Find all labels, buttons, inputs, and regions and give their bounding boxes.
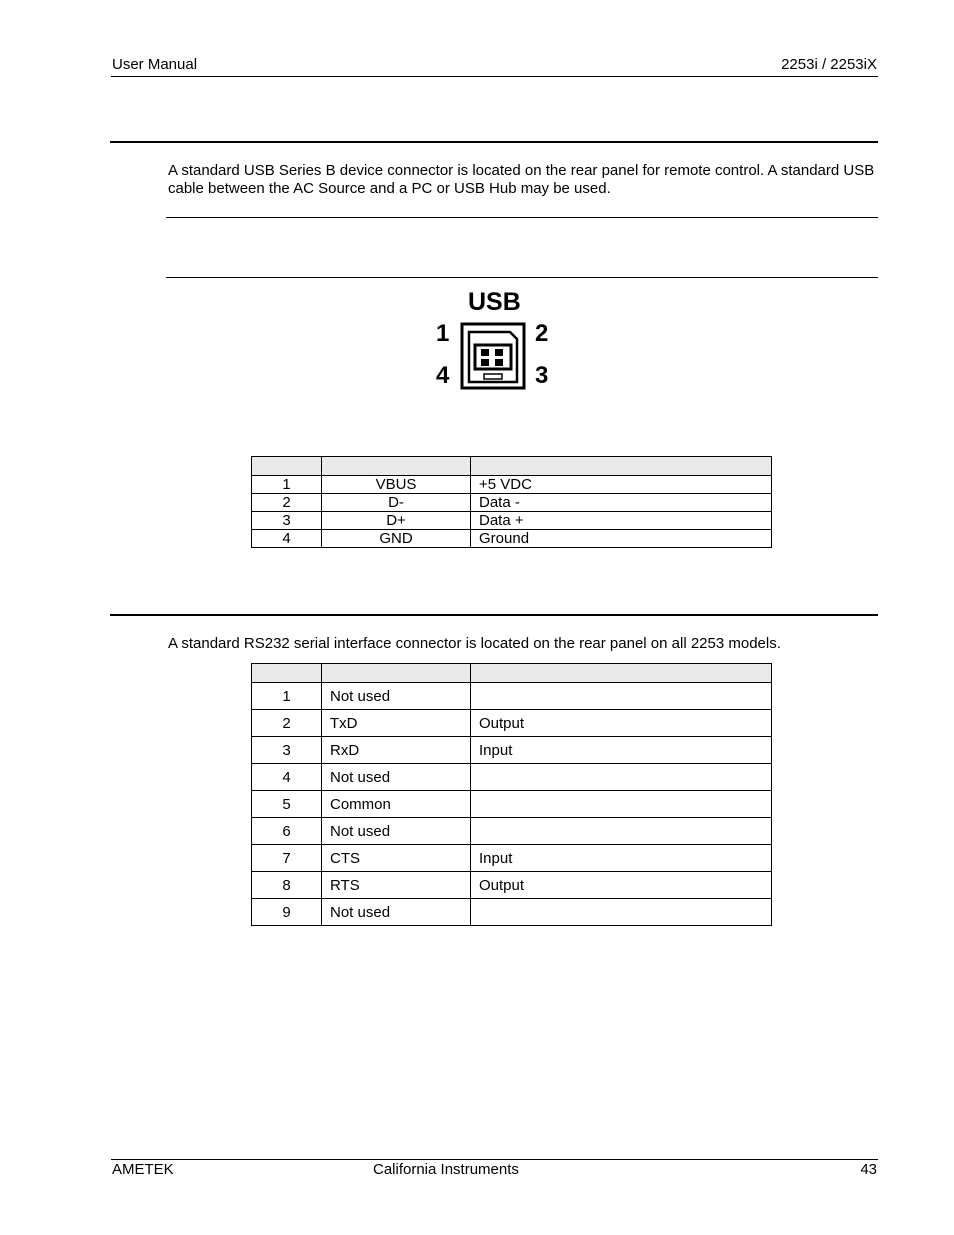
pin-number-cell: 1 <box>252 476 322 494</box>
pin-number-cell: 4 <box>252 530 322 548</box>
pin-number-cell: 3 <box>252 737 322 764</box>
pin-number-cell: 7 <box>252 845 322 872</box>
pin-number-cell: 6 <box>252 818 322 845</box>
signal-name-cell: Not used <box>322 764 471 791</box>
signal-direction-cell: Input <box>471 845 772 872</box>
pin-number-cell: 3 <box>252 512 322 530</box>
footer-company: AMETEK <box>112 1161 174 1178</box>
signal-name-cell: Not used <box>322 899 471 926</box>
pin-number-cell: 4 <box>252 764 322 791</box>
signal-direction-cell <box>471 899 772 926</box>
signal-direction-cell <box>471 683 772 710</box>
usb-caption-rule-top <box>166 217 878 218</box>
signal-direction-cell: Output <box>471 710 772 737</box>
table-row <box>252 764 772 791</box>
rs232-section-rule <box>110 614 878 616</box>
signal-description-cell: +5 VDC <box>471 476 772 494</box>
table-row <box>252 476 772 494</box>
signal-name-cell: D- <box>322 494 471 512</box>
table-header-cell <box>322 664 471 683</box>
footer-rule <box>111 1159 878 1160</box>
header-rule <box>111 76 878 77</box>
signal-direction-cell: Output <box>471 872 772 899</box>
table-row <box>252 494 772 512</box>
rs232-paragraph: A standard RS232 serial interface connector is located on the rear panel on all 2253 models. <box>168 635 781 652</box>
footer-division: California Instruments <box>373 1161 519 1178</box>
signal-description-cell: Data - <box>471 494 772 512</box>
table-row <box>252 791 772 818</box>
signal-name-cell: D+ <box>322 512 471 530</box>
usb-paragraph: A standard USB Series B device connector is located on the rear panel for remote control. A standard USB cable between the AC Source and a PC or USB Hub may be used. <box>168 162 875 197</box>
pin-number-cell: 2 <box>252 710 322 737</box>
signal-name-cell: RxD <box>322 737 471 764</box>
table-row <box>252 710 772 737</box>
signal-name-cell: TxD <box>322 710 471 737</box>
table-header-cell <box>471 457 772 476</box>
table-row <box>252 845 772 872</box>
usb-pin-label-1: 1 <box>436 320 450 347</box>
table-row <box>252 737 772 764</box>
pin-number-cell: 5 <box>252 791 322 818</box>
table-header-cell <box>252 457 322 476</box>
signal-description-cell: Data + <box>471 512 772 530</box>
usb-pin-label-2: 2 <box>535 320 549 347</box>
usb-pin-label-3: 3 <box>535 362 549 389</box>
table-row <box>252 683 772 710</box>
table-row <box>252 530 772 548</box>
signal-description-cell: Ground <box>471 530 772 548</box>
table-row <box>252 872 772 899</box>
table-row <box>252 512 772 530</box>
signal-name-cell: Common <box>322 791 471 818</box>
usb-section-rule <box>110 141 878 143</box>
usb-connector-figure <box>432 288 556 396</box>
pin-number-cell: 1 <box>252 683 322 710</box>
signal-direction-cell <box>471 791 772 818</box>
header-title: User Manual <box>112 56 198 73</box>
signal-direction-cell: Input <box>471 737 772 764</box>
signal-name-cell: GND <box>322 530 471 548</box>
table-header-row <box>252 664 772 683</box>
signal-name-cell: Not used <box>322 683 471 710</box>
pin-number-cell: 2 <box>252 494 322 512</box>
signal-name-cell: CTS <box>322 845 471 872</box>
table-header-cell <box>322 457 471 476</box>
signal-direction-cell <box>471 764 772 791</box>
rs232-pinout-table <box>251 663 772 926</box>
usb-pinout-table <box>251 456 772 548</box>
usb-caption-rule-bottom <box>166 277 878 278</box>
pin-number-cell: 8 <box>252 872 322 899</box>
table-header-row <box>252 457 772 476</box>
table-header-cell <box>252 664 322 683</box>
usb-b-connector-icon <box>460 322 526 390</box>
table-header-cell <box>471 664 772 683</box>
table-row <box>252 818 772 845</box>
signal-direction-cell <box>471 818 772 845</box>
usb-pin-label-4: 4 <box>436 362 450 389</box>
header-model: 2253i / 2253iX <box>781 56 877 73</box>
signal-name-cell: Not used <box>322 818 471 845</box>
page-number: 43 <box>860 1161 877 1178</box>
signal-name-cell: VBUS <box>322 476 471 494</box>
table-row <box>252 899 772 926</box>
pin-number-cell: 9 <box>252 899 322 926</box>
usb-connector-title: USB <box>468 288 521 316</box>
signal-name-cell: RTS <box>322 872 471 899</box>
